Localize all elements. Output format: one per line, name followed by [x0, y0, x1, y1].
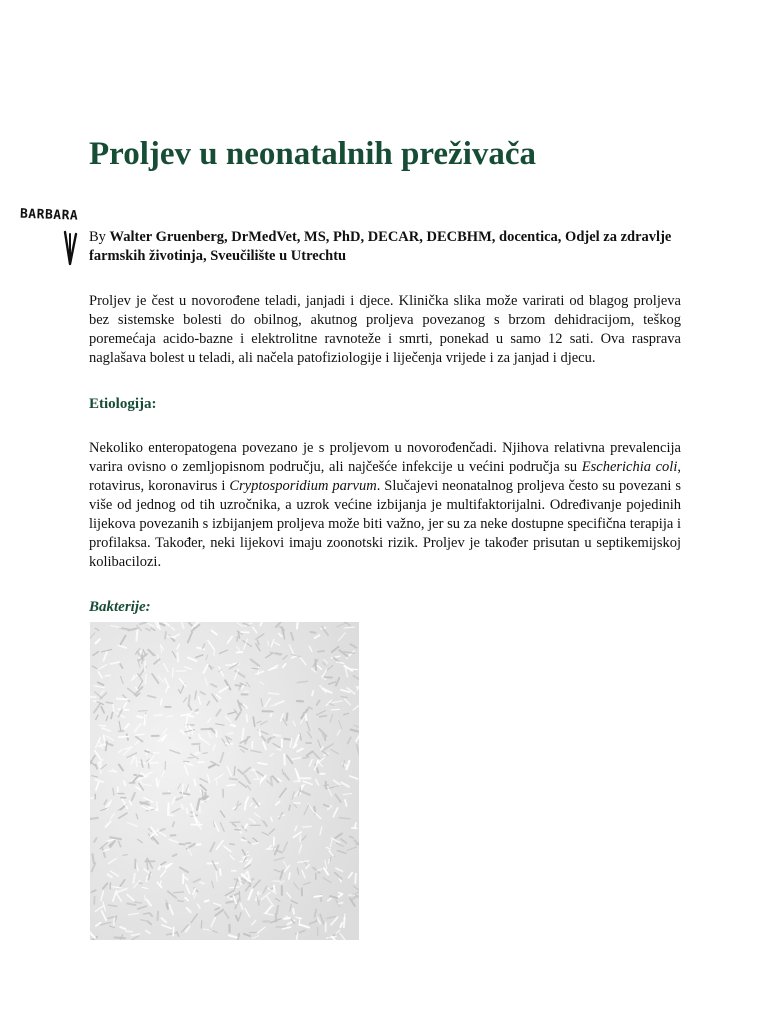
micrograph-rod [158, 912, 159, 920]
micrograph-rod [205, 900, 209, 901]
micrograph-rod [149, 764, 150, 769]
micrograph-rod [176, 671, 185, 672]
micrograph-rod [136, 758, 137, 767]
micrograph-rod [135, 902, 142, 903]
micrograph-rod [311, 632, 316, 633]
micrograph-rod [344, 627, 354, 628]
micrograph-rod [119, 737, 129, 738]
micrograph-rod [189, 695, 190, 705]
bacteria-micrograph [90, 622, 359, 940]
micrograph-rod [203, 753, 207, 754]
micrograph-rod [339, 903, 343, 904]
annotation-text: BARBARA [19, 206, 79, 224]
micrograph-rod [137, 716, 142, 717]
micrograph-rod [294, 781, 299, 782]
micrograph-rod [93, 854, 94, 863]
micrograph-rod [178, 901, 183, 902]
micrograph-rod [230, 844, 235, 845]
micrograph-rod [115, 937, 125, 938]
micrograph-rod [227, 902, 234, 903]
micrograph-rod [173, 668, 174, 677]
micrograph-rod [189, 716, 193, 717]
micrograph-rod [331, 709, 339, 710]
micrograph-rod [254, 779, 260, 780]
micrograph-rod [136, 734, 144, 735]
micrograph-rod [306, 714, 307, 720]
micrograph-rod [187, 809, 188, 814]
section-heading-bacteria: Bakterije: [89, 599, 151, 615]
micrograph-rod [318, 651, 324, 652]
micrograph-rod [161, 699, 162, 705]
micrograph-rod [183, 784, 184, 793]
micrograph-rod [274, 735, 280, 736]
micrograph-rod [117, 699, 128, 700]
micrograph-rod [192, 744, 199, 745]
micrograph-rod [138, 883, 142, 884]
micrograph-rod [247, 715, 248, 722]
micrograph-rod [165, 762, 166, 771]
micrograph-rod [289, 805, 290, 810]
micrograph-rod [124, 781, 125, 785]
document-title: Proljev u neonatalnih preživača [89, 136, 537, 172]
micrograph-rod [339, 818, 350, 819]
micrograph-rod [284, 918, 290, 919]
section-heading-etiology: Etiologija: [89, 396, 157, 412]
micrograph-rod [276, 653, 282, 654]
micrograph-rod [303, 826, 311, 827]
micrograph-rod [352, 669, 358, 670]
micrograph-rod [227, 785, 235, 786]
micrograph-rod [194, 779, 195, 785]
etiology-text-1: Nekoliko enteropatogena povezano je s proljevom u novorođenčadi. Njihova relativna prevalencija varira ovisno o zemljopisnom području, ali najčešće infekcije u većini područja su [89, 440, 681, 475]
micrograph-rod [236, 685, 241, 686]
micrograph-rod [105, 675, 110, 676]
micrograph-rod [216, 731, 217, 737]
micrograph-rod [147, 877, 148, 882]
micrograph-rod [200, 806, 201, 812]
micrograph-rod [168, 636, 175, 637]
micrograph-rod [242, 729, 243, 740]
micrograph-rod [119, 709, 128, 710]
micrograph-rod [96, 765, 97, 769]
micrograph-rod [157, 779, 158, 786]
micrograph-rod [196, 844, 201, 845]
micrograph-rod [274, 886, 275, 891]
micrograph-rod [201, 921, 202, 928]
intro-paragraph: Proljev je čest u novorođene teladi, janjadi i djece. Klinička slika može varirati od blagog proljeva bez sistemske bolesti do obilnog, akutnog proljeva povezanog s brzom dehidracijom, teškog poremećaja acido-bazne i elektrolitne ravnoteže i smrti, ponekad u samo 12 sati. Ova rasprava naglašava bolest u teladi, ali načela patofiziologije i liječenja vrijede i za janjad i djecu. [89, 293, 681, 366]
byline-prefix: By [89, 229, 110, 245]
micrograph-rod [287, 713, 288, 720]
micrograph-rod [293, 803, 300, 804]
micrograph-rod [123, 855, 128, 856]
micrograph-rod [289, 873, 290, 879]
micrograph-rod [241, 840, 246, 841]
micrograph-rod [293, 909, 294, 914]
micrograph-rod [268, 641, 269, 645]
micrograph-rod [238, 934, 239, 939]
micrograph-rod [230, 779, 238, 780]
micrograph-rod [138, 711, 147, 712]
micrograph-rod [259, 730, 260, 735]
micrograph-rod [284, 754, 285, 764]
micrograph-rod [284, 739, 290, 740]
byline-author: Walter Gruenberg, DrMedVet, MS, PhD, DECAR, DECBHM, docentica, Odjel za zdravlje farmskih životinja, Sveučilište u Utrechtu [89, 229, 672, 264]
byline [89, 228, 681, 266]
micrograph-rod [180, 844, 185, 845]
micrograph-image [90, 622, 359, 940]
micrograph-rod [137, 630, 138, 641]
micrograph-rod [90, 818, 98, 819]
organism-e-coli: Escherichia coli [581, 459, 678, 475]
micrograph-rod [216, 781, 217, 785]
micrograph-rod [165, 632, 166, 639]
micrograph-rod [154, 715, 162, 716]
micrograph-rod [192, 712, 199, 713]
micrograph-rod [167, 716, 173, 717]
micrograph-rod [314, 896, 321, 897]
micrograph-rod [90, 697, 96, 698]
micrograph-rod [220, 869, 221, 875]
etiology-text-3: . Slučajevi neonatalnog proljeva često su povezani s više od jednog od tih uzročnika, a uzrok većine izbijanja je multifaktorijalni. Određivanje pojedinih lijekova povezanih s izbijanjem proljeva može biti važno, jer su za neke dostupne specifična terapija i profilaksa. Također, neki lijekovi imaju zoonotski rizik. Proljev je također prisutan u septikemijskoj kolibacilozi. [89, 478, 681, 570]
micrograph-rod [149, 763, 158, 764]
micrograph-rod [231, 725, 235, 726]
micrograph-rod [126, 931, 132, 932]
micrograph-rod [277, 906, 278, 914]
etiology-paragraph [89, 439, 681, 572]
micrograph-rod [355, 874, 356, 883]
micrograph-rod [297, 622, 298, 628]
micrograph-rod [178, 653, 179, 662]
micrograph-rod [244, 692, 248, 693]
micrograph-rod [320, 716, 327, 717]
micrograph-rod [174, 892, 184, 893]
micrograph-rod [113, 704, 114, 712]
etiology-text-2: , rotavirus, koronavirus i [89, 459, 681, 494]
micrograph-rod [200, 882, 204, 883]
micrograph-rod [214, 650, 215, 655]
micrograph-rod [252, 668, 258, 669]
micrograph-rod [324, 785, 328, 786]
organism-cryptosporidium: Cryptosporidium parvum [229, 478, 377, 494]
